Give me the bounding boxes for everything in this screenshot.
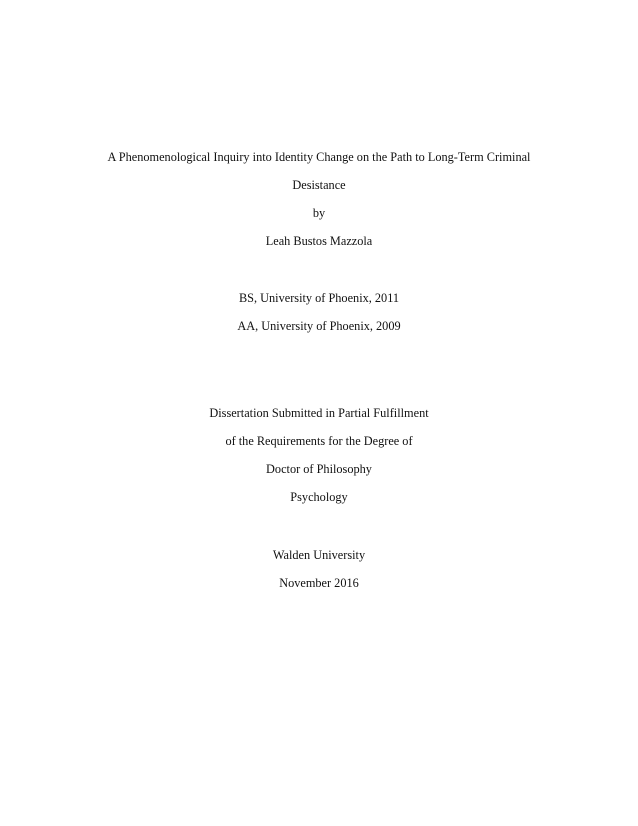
dissertation-title-line-1: A Phenomenological Inquiry into Identity Change on the Path to Long-Term Criminal [107, 150, 531, 164]
degree-field: Psychology [290, 490, 348, 504]
author-name: Leah Bustos Mazzola [265, 234, 373, 248]
prior-degree-bs: BS, University of Phoenix, 2011 [238, 291, 400, 305]
degree-name: Doctor of Philosophy [266, 462, 372, 476]
submission-statement-line-1: Dissertation Submitted in Partial Fulfillment [209, 406, 429, 420]
prior-degree-aa: AA, University of Phoenix, 2009 [237, 319, 401, 333]
submission-date: November 2016 [279, 576, 359, 590]
submission-statement-line-2: of the Requirements for the Degree of [225, 434, 413, 448]
by-line: by [312, 206, 326, 220]
institution-name: Walden University [272, 548, 366, 562]
dissertation-title-line-2: Desistance [292, 178, 346, 192]
